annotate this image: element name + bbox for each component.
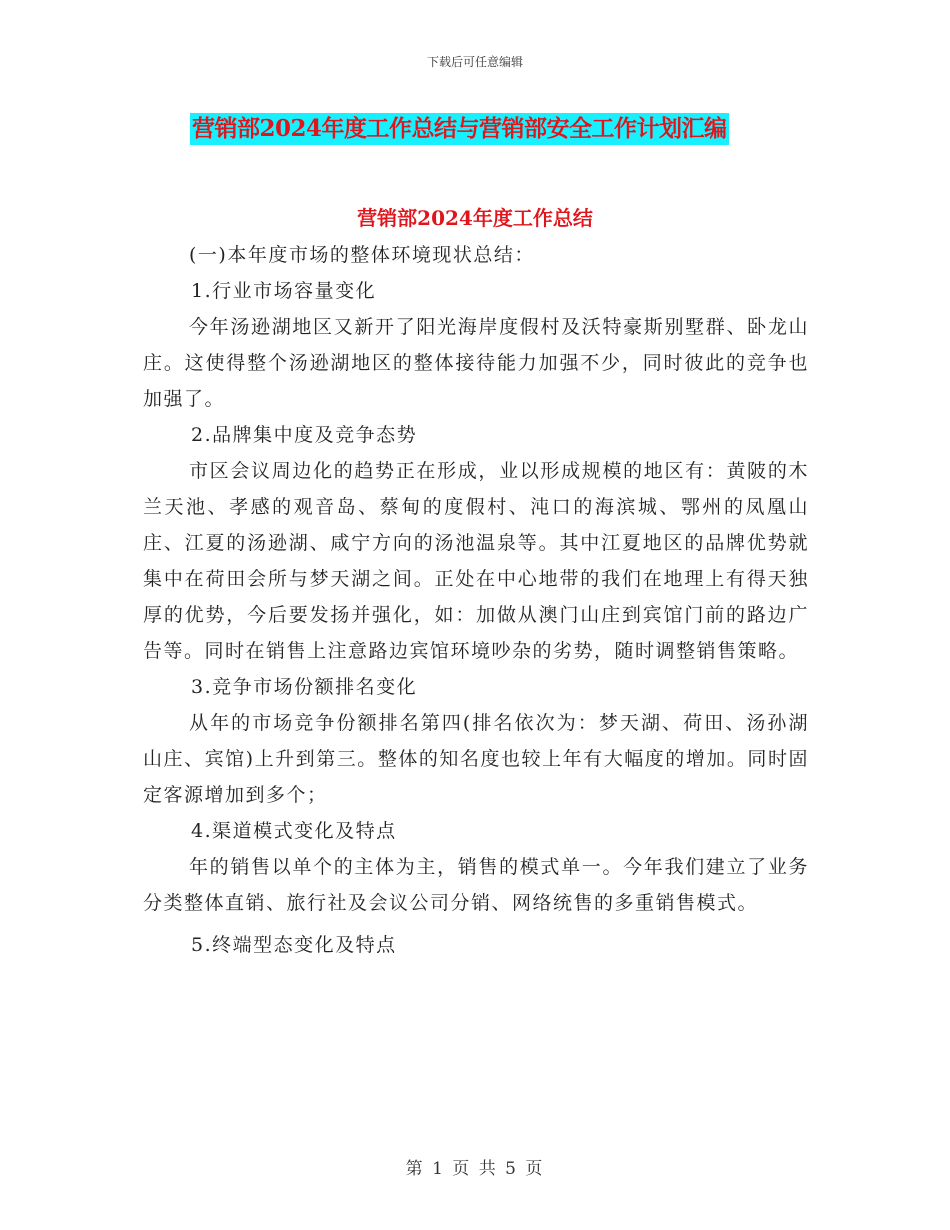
document-title: 营销部2024年度工作总结与营销部安全工作计划汇编 xyxy=(190,113,729,145)
paragraph-market-capacity: 今年汤逊湖地区又新开了阳光海岸度假村及沃特豪斯别墅群、卧龙山庄。这使得整个汤逊湖地区的整体接待能力加强不少，同时彼此的竞争也加强了。 xyxy=(143,316,809,410)
heading-brand-competition: 2.品牌集中度及竞争态势 xyxy=(191,424,418,446)
heading-market-share: 3.竞争市场份额排名变化 xyxy=(191,676,418,698)
section-title: 营销部2024年度工作总结 xyxy=(357,206,593,230)
heading-channel-mode: 4.渠道模式变化及特点 xyxy=(191,820,397,842)
document-body xyxy=(143,237,809,963)
page-number: 第 1 页 共 5 页 xyxy=(405,1159,545,1179)
paragraph-brand-competition: 市区会议周边化的趋势正在形成，业以形成规模的地区有：黄陂的木兰天池、孝感的观音岛、蔡甸的度假村、沌口的海滨城、鄂州的凤凰山庄、江夏的汤逊湖、咸宁方向的汤池温泉等。其中江夏地区的品牌优势就集中在荷田会所与梦天湖之间。正处在中心地带的我们在地理上有得天独厚的优势，今后要发扬并强化，如：加做从澳门山庄到宾馆门前的路边广告等。同时在销售上注意路边宾馆环境吵杂的劣势，随时调整销售策略。 xyxy=(143,460,809,662)
heading-market-capacity: 1.行业市场容量变化 xyxy=(191,280,377,302)
page-header-note: 下载后可任意编辑 xyxy=(426,55,523,69)
paragraph-channel-mode: 年的销售以单个的主体为主，销售的模式单一。今年我们建立了业务分类整体直销、旅行社及会议公司分销、网络统售的多重销售模式。 xyxy=(143,856,809,914)
heading-terminal-form: 5.终端型态变化及特点 xyxy=(191,934,397,956)
paragraph-intro: (一)本年度市场的整体环境现状总结： xyxy=(189,244,535,266)
paragraph-market-share: 从年的市场竞争份额排名第四(排名依次为：梦天湖、荷田、汤孙湖山庄、宾馆)上升到第三。整体的知名度也较上年有大幅度的增加。同时固定客源增加到多个； xyxy=(143,712,809,806)
